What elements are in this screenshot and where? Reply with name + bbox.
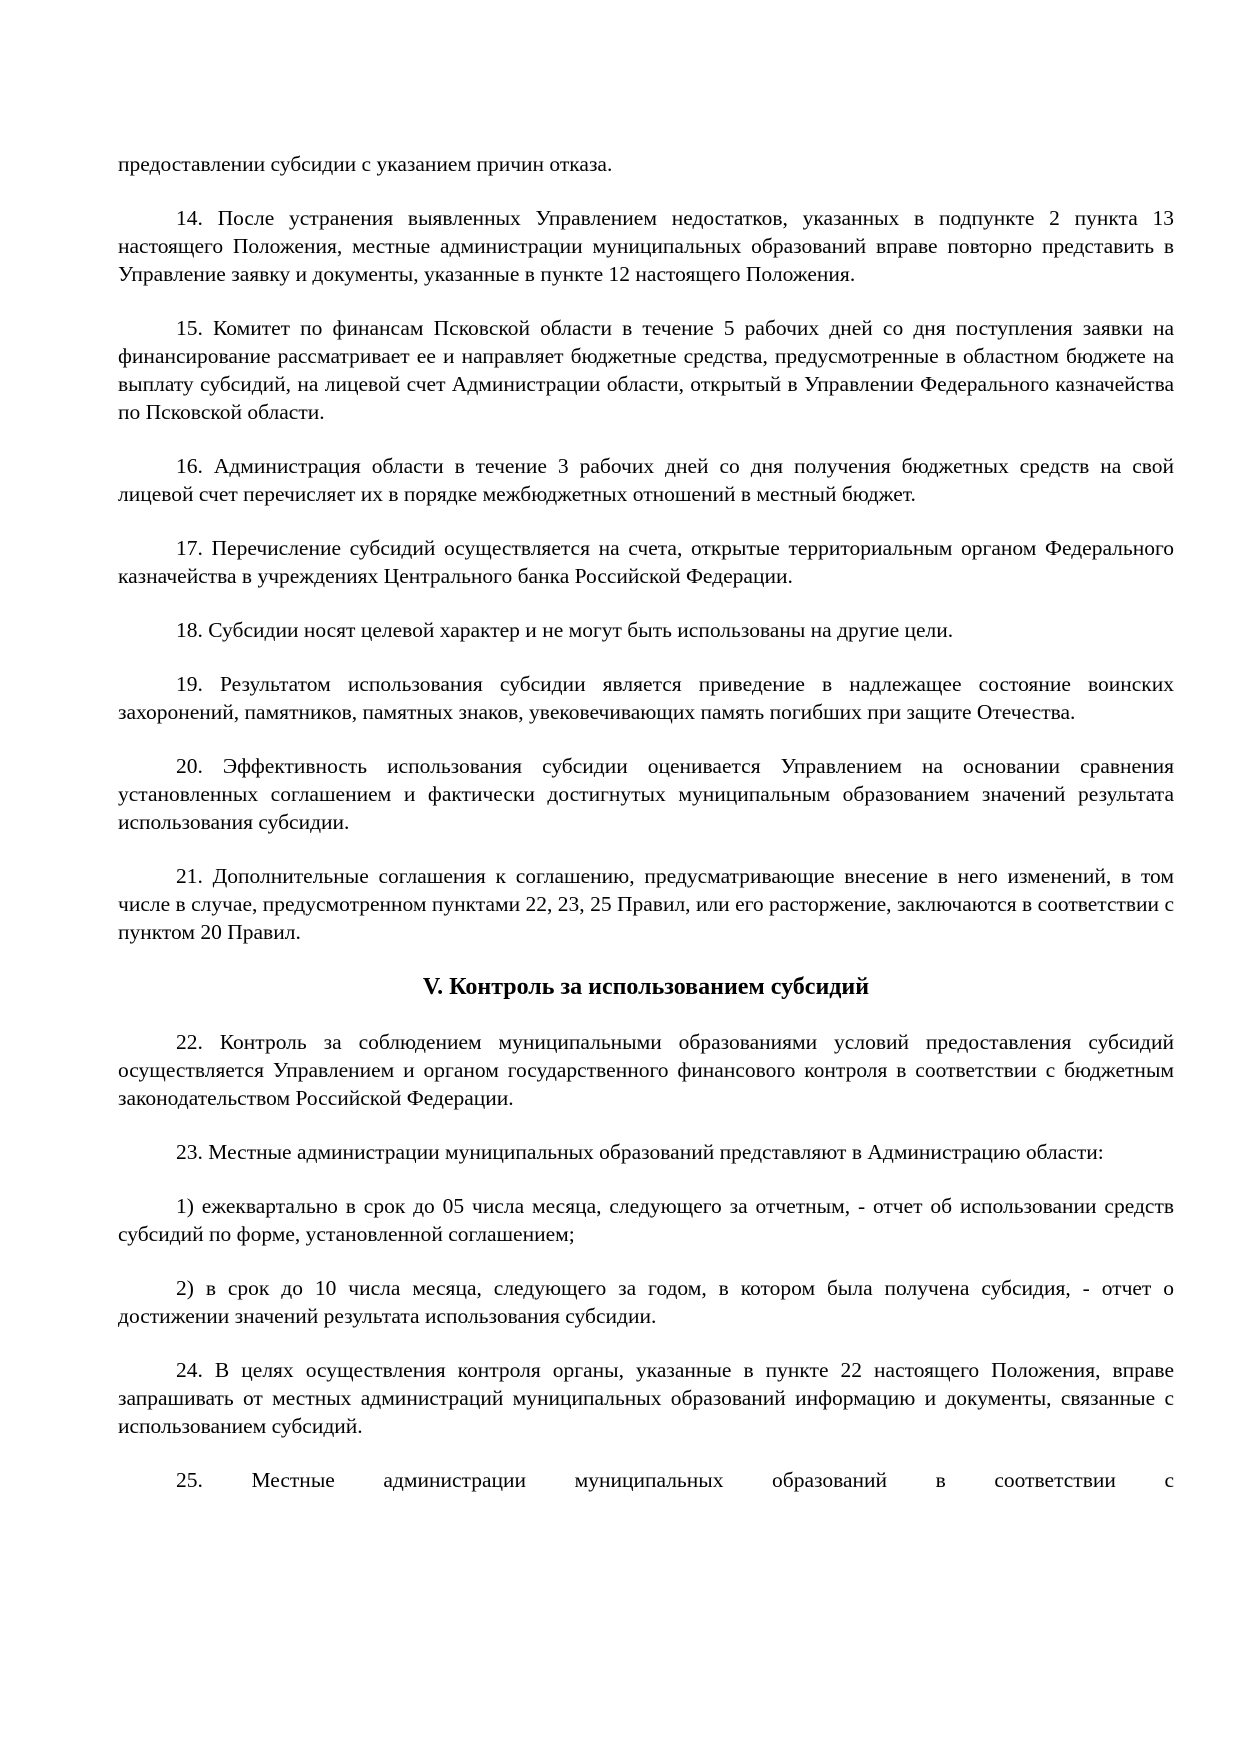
paragraph-23: 23. Местные администрации муниципальных образований представляют в Администрацию области:: [176, 1140, 1104, 1164]
paragraph-14: 14. После устранения выявленных Управлением недостатков, указанных в подпункте 2 пункта 13 настоящего Положения, местные администрации муниципальных образований вправе повторно представить в Управление заявку и документы, указанные в пункте 12 настоящего Положения.: [118, 206, 1174, 286]
paragraph-23-item-2: 2) в срок до 10 числа месяца, следующего за годом, в котором была получена субсидия, - отчет о достижении значений результата использования субсидии.: [118, 1276, 1174, 1328]
paragraph-18: 18. Субсидии носят целевой характер и не могут быть использованы на другие цели.: [176, 618, 954, 642]
paragraph-24: 24. В целях осуществления контроля органы, указанные в пункте 22 настоящего Положения, вправе запрашивать от местных администраций муниципальных образований информацию и документы, связанные с использованием субсидий.: [118, 1358, 1174, 1438]
paragraph-19: 19. Результатом использования субсидии является приведение в надлежащее состояние воинских захоронений, памятников, памятных знаков, увековечивающих память погибших при защите Отечества.: [118, 672, 1174, 724]
paragraph-17: 17. Перечисление субсидий осуществляется на счета, открытые территориальным органом Федерального казначейства в учреждениях Центрального банка Российской Федерации.: [118, 536, 1174, 588]
section-heading: V. Контроль за использованием субсидий: [422, 974, 870, 1000]
paragraph-16: 16. Администрация области в течение 3 рабочих дней со дня получения бюджетных средств на свой лицевой счет перечисляет их в порядке межбюджетных отношений в местный бюджет.: [118, 454, 1174, 506]
paragraph-23-item-1: 1) ежеквартально в срок до 05 числа месяца, следующего за отчетным, - отчет об использовании средств субсидий по форме, установленной соглашением;: [118, 1194, 1174, 1246]
paragraph-13-continued: предоставлении субсидии с указанием причин отказа.: [118, 152, 613, 176]
paragraph-22: 22. Контроль за соблюдением муниципальными образованиями условий предоставления субсидий осуществляется Управлением и органом государственного финансового контроля в соответствии с бюджетным законодательством Российской Федерации.: [118, 1030, 1174, 1110]
paragraph-21: 21. Дополнительные соглашения к соглашению, предусматривающие внесение в него изменений, в том числе в случае, предусмотренном пунктами 22, 23, 25 Правил, или его расторжение, заключаются в соответствии с пунктом 20 Правил.: [118, 864, 1174, 944]
paragraph-20: 20. Эффективность использования субсидии оценивается Управлением на основании сравнения установленных соглашением и фактически достигнутых муниципальным образованием значений результата использования субсидии.: [118, 754, 1174, 834]
paragraph-15: 15. Комитет по финансам Псковской области в течение 5 рабочих дней со дня поступления заявки на финансирование рассматривает ее и направляет бюджетные средства, предусмотренные в областном бюджете на выплату субсидий, на лицевой счет Администрации области, открытый в Управлении Федерального казначейства по Псковской области.: [118, 316, 1174, 424]
paragraph-25: 25. Местные администрации муниципальных образований в соответствии с: [176, 1468, 1174, 1492]
